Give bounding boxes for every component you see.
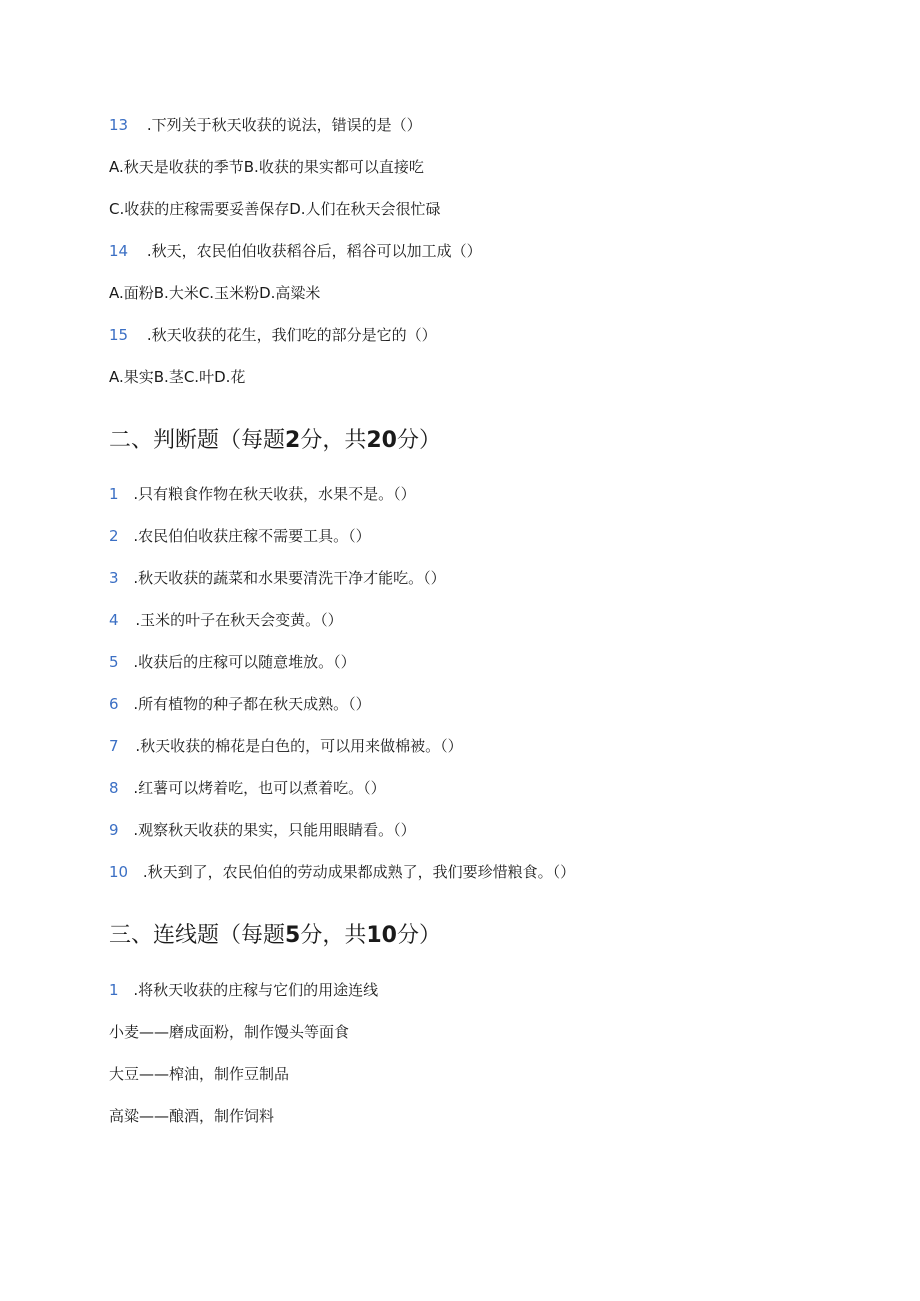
question-text: .农民伯伯收获庄稼不需要工具。（）	[133, 527, 371, 545]
question-text: .秋天收获的棉花是白色的，可以用来做棉被。（）	[135, 737, 463, 755]
question-text: .秋天到了，农民伯伯的劳动成果都成熟了，我们要珍惜粮食。（）	[142, 863, 576, 881]
question-number: 6	[109, 695, 119, 713]
question-number: 8	[109, 779, 119, 797]
question-number: 13	[109, 116, 129, 134]
heading-suffix: 分）	[396, 923, 441, 948]
question-text: .观察秋天收获的果实，只能用眼睛看。（）	[133, 821, 416, 839]
question-13-options-row-2: C.收获的庄稼需要妥善保存D.人们在秋天会很忙碌	[109, 200, 441, 218]
question-text: .红薯可以烤着吃，也可以煮着吃。（）	[133, 779, 386, 797]
question-text: .将秋天收获的庄稼与它们的用途连线	[133, 981, 379, 999]
heading-points: 5	[285, 923, 301, 948]
heading-prefix: 二、判断题（每题	[109, 428, 286, 453]
matching-row: 高粱——酿酒，制作饲料	[109, 1107, 275, 1125]
question-number: 3	[109, 569, 119, 587]
judge-item	[109, 568, 446, 588]
question-13	[109, 115, 422, 135]
question-text: .所有植物的种子都在秋天成熟。（）	[133, 695, 371, 713]
matching-row: 大豆——榨油，制作豆制品	[109, 1065, 290, 1083]
question-13-options-row-1: A.秋天是收获的季节B.收获的果实都可以直接吃	[109, 158, 424, 176]
question-number: 14	[109, 242, 129, 260]
question-number: 9	[109, 821, 119, 839]
question-15-options: A.果实B.茎C.叶D.花	[109, 368, 246, 386]
matching-row: 小麦——磨成面粉，制作馒头等面食	[109, 1023, 350, 1041]
heading-points: 2	[285, 428, 301, 453]
question-number: 10	[109, 863, 129, 881]
judge-item	[109, 862, 575, 882]
heading-total: 10	[366, 923, 397, 948]
judge-item	[109, 652, 356, 672]
heading-mid: 分，共	[300, 923, 367, 948]
question-number: 15	[109, 326, 129, 344]
question-number: 1	[109, 485, 119, 503]
question-14-options: A.面粉B.大米C.玉米粉D.高粱米	[109, 284, 321, 302]
question-number: 1	[109, 981, 119, 999]
heading-suffix: 分）	[396, 428, 441, 453]
question-number: 2	[109, 527, 119, 545]
heading-prefix: 三、连线题（每题	[109, 923, 286, 948]
question-15	[109, 325, 437, 345]
question-text: .玉米的叶子在秋天会变黄。（）	[135, 611, 343, 629]
question-text: .秋天收获的花生，我们吃的部分是它的（）	[146, 326, 437, 344]
judge-item	[109, 694, 371, 714]
judge-item	[109, 484, 416, 504]
question-text: .只有粮食作物在秋天收获，水果不是。（）	[133, 485, 416, 503]
judge-item	[109, 778, 386, 798]
matching-question-1	[109, 980, 378, 1000]
question-text: .秋天收获的蔬菜和水果要清洗干净才能吃。（）	[133, 569, 446, 587]
judge-item	[109, 736, 463, 756]
question-number: 4	[109, 611, 119, 629]
judge-item	[109, 820, 416, 840]
question-text: .下列关于秋天收获的说法，错误的是（）	[146, 116, 422, 134]
question-text: .收获后的庄稼可以随意堆放。（）	[133, 653, 356, 671]
judge-item	[109, 526, 371, 546]
question-number: 5	[109, 653, 119, 671]
question-text: .秋天，农民伯伯收获稻谷后，稻谷可以加工成（）	[146, 242, 482, 260]
question-number: 7	[109, 737, 119, 755]
heading-mid: 分，共	[300, 428, 367, 453]
judge-item	[109, 610, 343, 630]
section-heading-true-false	[109, 426, 441, 456]
question-14	[109, 241, 482, 261]
heading-total: 20	[366, 428, 397, 453]
section-heading-matching	[109, 921, 441, 951]
